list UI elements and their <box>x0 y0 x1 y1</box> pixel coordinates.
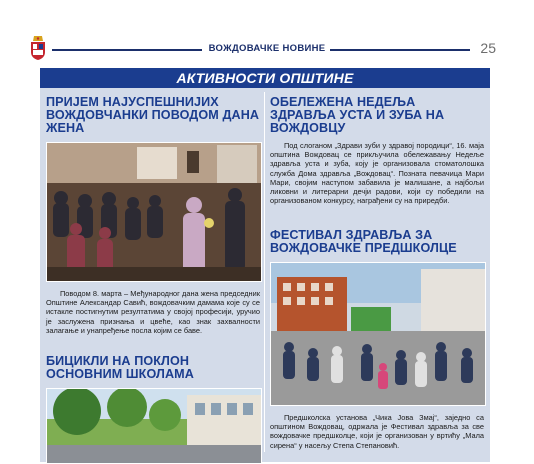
newspaper-name: ВОЖДОВАЧКЕ НОВИНЕ <box>208 43 326 54</box>
section-banner: АКТИВНОСТИ ОПШТИНЕ <box>40 68 490 88</box>
article-title-health-festival: ФЕСТИВАЛ ЗДРАВЉА ЗА ВОЖДОВАЧКЕ ПРЕДШКОЛЦЕ <box>270 228 457 255</box>
article-body-health-festival: Предшколска установа „Чика Јова Змај“, заједно са општином Вождовац, одржала је Фестивал здравља за све вождовачке предшколце, који је организован у вртићу „Мала сирена“ у насељу Степа Степановић. <box>270 413 484 450</box>
article-body-oral-health: Под слоганом „Здрави зуби у здравој породици“, 16. маја општина Вождовац се прикључила обележавању Недеље здравља уста и зуба, коју је организовала стоматолошка служба Дома здравља „Вождовац“. Позната певачица Мари Мари, својим наступом забавила је малишане, а најбољи ликовни и литерарни дечји радови, који су победили на организованом конкурсу, награђени су на приредби. <box>270 141 484 206</box>
article-title-bicycles: БИЦИКЛИ НА ПОКЛОН ОСНОВНИМ ШКОЛАМА <box>46 354 194 381</box>
column-divider <box>264 92 265 452</box>
header-rule-left <box>52 49 202 51</box>
photo-womens-day-reception <box>46 142 262 282</box>
photo-health-festival <box>270 262 486 406</box>
header-rule-right <box>330 49 470 51</box>
article-title-womens-day: ПРИЈЕМ НАЈУСПЕШНИЈИХ ВОЖДОВЧАНКИ ПОВОДОМ ДАНА ЖЕНА <box>46 95 260 135</box>
running-header <box>52 42 496 56</box>
article-body-womens-day: Поводом 8. марта – Међународног дана жена председник Општине Александар Савић, вождовачким дамама које су се истакле постигнутим резултатима у својој професији, уручио је заслужена признања и цвеће, као знак захвалности залагање и унапређење послa којим се баве. <box>46 289 260 335</box>
article-title-oral-health: ОБЕЛЕЖЕНА НЕДЕЉА ЗДРАВЉА УСТА И ЗУБА НА ВОЖДОВЦУ <box>270 95 445 135</box>
photo-bicycles-school <box>46 388 262 464</box>
page-number: 25 <box>480 40 496 56</box>
municipality-crest-icon <box>30 36 46 60</box>
